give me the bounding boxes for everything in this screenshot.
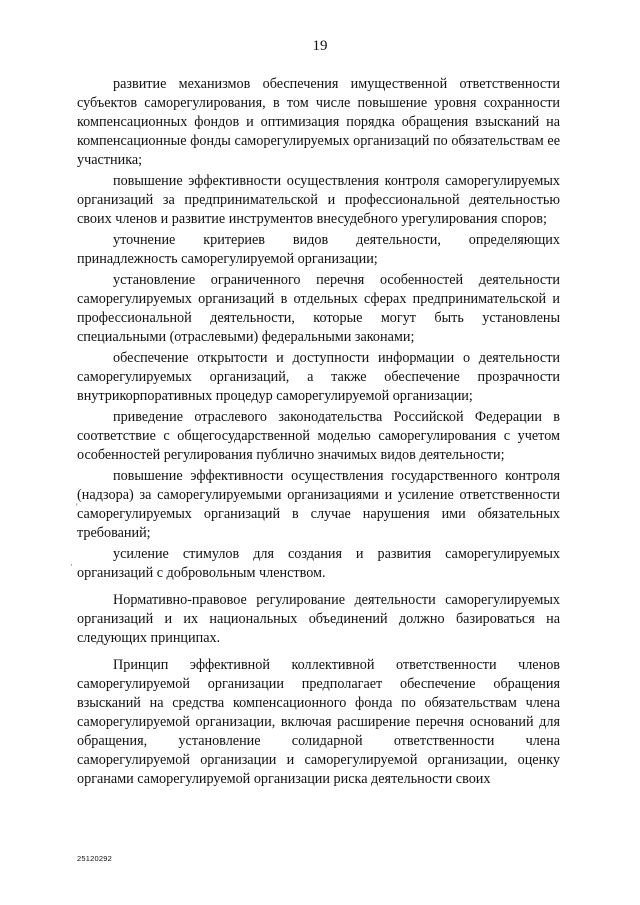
paragraph: развитие механизмов обеспечения имущественной ответственности субъектов саморегулирования, в том числе повышение уровня сохранности компенсационных фондов и оптимизация порядка обращения взысканий на компенсационные фонды саморегулируемых организаций по обязательствам ее участника;	[77, 76, 560, 168]
paragraph: усиление стимулов для создания и развития саморегулируемых организаций с добровольным членством.	[77, 546, 560, 581]
scan-mark: ·	[70, 560, 73, 570]
page-number: 19	[312, 38, 328, 54]
paragraph: повышение эффективности осуществления контроля саморегулируемых организаций за предпринимательской и профессиональной деятельностью своих членов и развитие инструментов внесудебного урегулирования споров;	[77, 173, 560, 227]
scan-mark: '	[76, 502, 78, 512]
paragraph: обеспечение открытости и доступности информации о деятельности саморегулируемых организаций, а также обеспечение прозрачности внутрикорпоративных процедур саморегулируемой организации;	[77, 350, 560, 404]
document-code: 25120292	[77, 854, 112, 863]
document-body	[77, 75, 560, 791]
paragraph: уточнение критериев видов деятельности, определяющих принадлежность саморегулируемой организации;	[77, 232, 560, 267]
paragraph: приведение отраслевого законодательства Российской Федерации в соответствие с общегосударственной моделью саморегулирования с учетом особенностей регулирования публично значимых видов деятельности;	[77, 409, 560, 463]
paragraph: повышение эффективности осуществления государственного контроля (надзора) за саморегулируемыми организациями и усиление ответственности саморегулируемых организаций в случае нарушения ими обязательных требований;	[77, 468, 560, 541]
paragraph: Принцип эффективной коллективной ответственности членов саморегулируемой организации предполагает обеспечение обращения взысканий на средства компенсационного фонда по обязательствам члена саморегулируемой организации, включая расширение перечня оснований для обращения, установление солидарной ответственности члена саморегулируемой организации и саморегулируемой организации, оценку органами саморегулируемой организации риска деятельности своих	[77, 657, 560, 787]
paragraph: Нормативно-правовое регулирование деятельности саморегулируемых организаций и их национальных объединений должно базироваться на следующих принципах.	[77, 592, 560, 646]
paragraph: установление ограниченного перечня особенностей деятельности саморегулируемых организаций в отдельных сферах предпринимательской и профессиональной деятельности, которые могут быть установлены специальными (отраслевыми) федеральными законами;	[77, 272, 560, 345]
